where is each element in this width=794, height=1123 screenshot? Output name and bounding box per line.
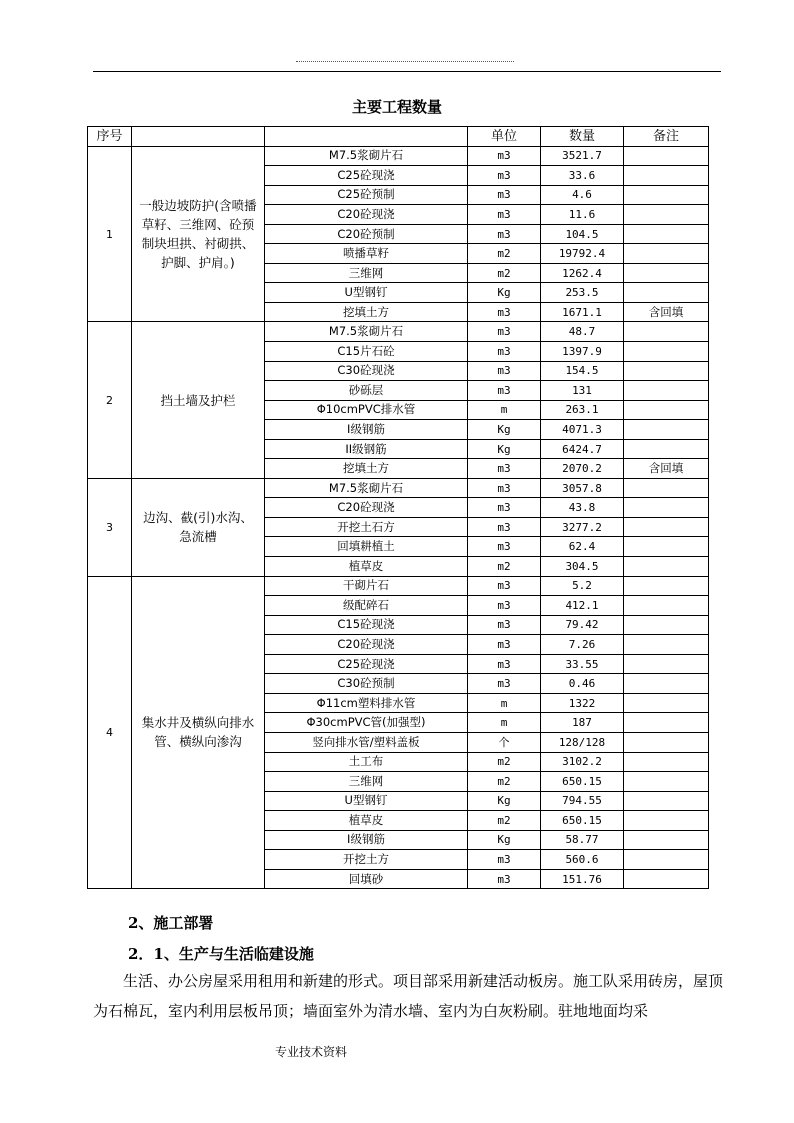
quantity-cell: 0.46 — [541, 674, 624, 694]
unit-cell: m2 — [468, 244, 541, 264]
note-cell — [624, 224, 709, 244]
note-cell — [624, 850, 709, 870]
quantity-cell: 187 — [541, 713, 624, 733]
note-cell — [624, 342, 709, 362]
unit-cell: m3 — [468, 537, 541, 557]
unit-cell: m3 — [468, 498, 541, 518]
note-cell — [624, 869, 709, 889]
item-cell: 三维网 — [265, 263, 468, 283]
note-cell — [624, 283, 709, 303]
quantity-cell: 794.55 — [541, 791, 624, 811]
item-cell: M7.5浆砌片石 — [265, 322, 468, 342]
quantity-cell: 151.76 — [541, 869, 624, 889]
quantity-cell: 11.6 — [541, 205, 624, 225]
unit-cell: m2 — [468, 752, 541, 772]
page-title: 主要工程数量 — [351, 98, 442, 116]
unit-cell: m3 — [468, 576, 541, 596]
note-cell — [624, 498, 709, 518]
unit-cell: m3 — [468, 342, 541, 362]
item-cell: 开挖土石方 — [265, 517, 468, 537]
note-cell — [624, 752, 709, 772]
note-cell — [624, 205, 709, 225]
table-body — [88, 146, 709, 889]
note-cell — [624, 263, 709, 283]
header-note: 备注 — [624, 127, 709, 147]
note-cell — [624, 361, 709, 381]
note-cell — [624, 791, 709, 811]
quantity-cell: 128/128 — [541, 732, 624, 752]
quantity-cell: 19792.4 — [541, 244, 624, 264]
quantity-cell: 62.4 — [541, 537, 624, 557]
note-cell — [624, 537, 709, 557]
item-cell: 三维网 — [265, 772, 468, 792]
item-cell: 喷播草籽 — [265, 244, 468, 264]
note-cell — [624, 185, 709, 205]
group-index: 1 — [88, 146, 132, 322]
item-cell: C25砼预制 — [265, 185, 468, 205]
item-cell: 回填砂 — [265, 869, 468, 889]
item-cell: M7.5浆砌片石 — [265, 478, 468, 498]
unit-cell: m3 — [468, 224, 541, 244]
item-cell: C20砼现浇 — [265, 635, 468, 655]
item-cell: 挖填土方 — [265, 459, 468, 479]
item-cell: C30砼现浇 — [265, 361, 468, 381]
item-cell: 砂砾层 — [265, 381, 468, 401]
item-cell: II级钢筋 — [265, 439, 468, 459]
item-cell: 开挖土方 — [265, 850, 468, 870]
note-cell — [624, 322, 709, 342]
table-row — [88, 576, 709, 596]
table-row — [88, 322, 709, 342]
section-heading: 2、施工部署 — [128, 914, 214, 932]
note-cell — [624, 146, 709, 166]
quantity-cell: 4071.3 — [541, 420, 624, 440]
unit-cell: m3 — [468, 361, 541, 381]
unit-cell: m2 — [468, 811, 541, 831]
item-cell: C25砼现浇 — [265, 654, 468, 674]
body-paragraph: 生活、办公房屋采用租用和新建的形式。项目部采用新建活动板房。施工队采用砖房，屋顶为石棉瓦，室内利用层板吊顶；墙面室外为清水墙、室内为白灰粉刷。驻地地面均采 — [93, 972, 724, 1020]
quantity-cell: 650.15 — [541, 811, 624, 831]
unit-cell: m — [468, 400, 541, 420]
item-cell: 植草皮 — [265, 557, 468, 577]
quantities-table — [87, 126, 709, 889]
item-cell: 挖填土方 — [265, 302, 468, 322]
group-category: 一般边坡防护(含喷播草籽、三维网、砼预制块坦拱、衬砌拱、护脚、护肩。) — [132, 146, 265, 322]
footer-text: 专业技术资料 — [275, 1045, 348, 1059]
note-cell — [624, 381, 709, 401]
group-index: 3 — [88, 478, 132, 576]
note-cell — [624, 693, 709, 713]
item-cell: Φ10cmPVC排水管 — [265, 400, 468, 420]
item-cell: M7.5浆砌片石 — [265, 146, 468, 166]
quantity-cell: 104.5 — [541, 224, 624, 244]
quantity-cell: 5.2 — [541, 576, 624, 596]
quantity-cell: 33.6 — [541, 166, 624, 186]
unit-cell: m3 — [468, 869, 541, 889]
table-row — [88, 478, 709, 498]
unit-cell: Kg — [468, 420, 541, 440]
note-cell — [624, 772, 709, 792]
subsection-heading: 2．1、生产与生活临建设施 — [128, 945, 314, 963]
note-cell — [624, 615, 709, 635]
quantity-cell: 131 — [541, 381, 624, 401]
note-cell — [624, 811, 709, 831]
note-cell — [624, 576, 709, 596]
unit-cell: m3 — [468, 478, 541, 498]
item-cell: C20砼现浇 — [265, 205, 468, 225]
quantity-cell: 6424.7 — [541, 439, 624, 459]
header-rule — [93, 71, 721, 72]
note-cell — [624, 654, 709, 674]
unit-cell: Kg — [468, 791, 541, 811]
item-cell: 竖向排水管/塑料盖板 — [265, 732, 468, 752]
unit-cell: m2 — [468, 263, 541, 283]
item-cell: C20砼预制 — [265, 224, 468, 244]
note-cell — [624, 596, 709, 616]
quantity-cell: 3521.7 — [541, 146, 624, 166]
table-row — [88, 146, 709, 166]
unit-cell: m3 — [468, 517, 541, 537]
note-cell — [624, 400, 709, 420]
item-cell: U型钢钉 — [265, 791, 468, 811]
quantity-cell: 48.7 — [541, 322, 624, 342]
item-cell: C15砼现浇 — [265, 615, 468, 635]
quantity-cell: 1397.9 — [541, 342, 624, 362]
unit-cell: m — [468, 713, 541, 733]
item-cell: C25砼现浇 — [265, 166, 468, 186]
unit-cell: m3 — [468, 850, 541, 870]
unit-cell: 个 — [468, 732, 541, 752]
quantity-cell: 1322 — [541, 693, 624, 713]
quantity-cell: 58.77 — [541, 830, 624, 850]
unit-cell: m3 — [468, 185, 541, 205]
quantity-cell: 560.6 — [541, 850, 624, 870]
note-cell — [624, 732, 709, 752]
note-cell — [624, 713, 709, 733]
item-cell: 级配碎石 — [265, 596, 468, 616]
unit-cell: m2 — [468, 772, 541, 792]
group-index: 2 — [88, 322, 132, 478]
quantity-cell: 253.5 — [541, 283, 624, 303]
quantity-cell: 3277.2 — [541, 517, 624, 537]
item-cell: 回填耕植土 — [265, 537, 468, 557]
unit-cell: m3 — [468, 654, 541, 674]
header-category — [132, 127, 265, 147]
note-cell: 含回填 — [624, 302, 709, 322]
header-item — [265, 127, 468, 147]
unit-cell: Kg — [468, 283, 541, 303]
item-cell: I级钢筋 — [265, 830, 468, 850]
unit-cell: m3 — [468, 146, 541, 166]
quantity-cell: 3102.2 — [541, 752, 624, 772]
item-cell: U型钢钉 — [265, 283, 468, 303]
unit-cell: Kg — [468, 830, 541, 850]
unit-cell: m3 — [468, 302, 541, 322]
quantity-cell: 1262.4 — [541, 263, 624, 283]
item-cell: C20砼现浇 — [265, 498, 468, 518]
unit-cell: m3 — [468, 596, 541, 616]
unit-cell: Kg — [468, 439, 541, 459]
item-cell: Φ11cm塑料排水管 — [265, 693, 468, 713]
note-cell — [624, 557, 709, 577]
unit-cell: m2 — [468, 557, 541, 577]
note-cell — [624, 420, 709, 440]
note-cell — [624, 635, 709, 655]
note-cell — [624, 439, 709, 459]
unit-cell: m — [468, 693, 541, 713]
header-index: 序号 — [88, 127, 132, 147]
note-cell — [624, 166, 709, 186]
item-cell: I级钢筋 — [265, 420, 468, 440]
note-cell — [624, 244, 709, 264]
quantity-cell: 43.8 — [541, 498, 624, 518]
note-cell — [624, 674, 709, 694]
item-cell: 干砌片石 — [265, 576, 468, 596]
header-dotted-rule — [296, 61, 514, 62]
unit-cell: m3 — [468, 205, 541, 225]
group-category: 挡土墙及护栏 — [132, 322, 265, 478]
note-cell — [624, 517, 709, 537]
quantity-cell: 33.55 — [541, 654, 624, 674]
unit-cell: m3 — [468, 166, 541, 186]
header-unit: 单位 — [468, 127, 541, 147]
quantity-cell: 412.1 — [541, 596, 624, 616]
item-cell: Φ30cmPVC管(加强型) — [265, 713, 468, 733]
table-header-row — [88, 127, 709, 147]
item-cell: 土工布 — [265, 752, 468, 772]
item-cell: C15片石砼 — [265, 342, 468, 362]
header-quantity: 数量 — [541, 127, 624, 147]
note-cell: 含回填 — [624, 459, 709, 479]
group-category: 边沟、截(引)水沟、急流槽 — [132, 478, 265, 576]
quantity-cell: 7.26 — [541, 635, 624, 655]
quantity-cell: 3057.8 — [541, 478, 624, 498]
quantity-cell: 304.5 — [541, 557, 624, 577]
quantity-cell: 2070.2 — [541, 459, 624, 479]
item-cell: C30砼预制 — [265, 674, 468, 694]
unit-cell: m3 — [468, 322, 541, 342]
note-cell — [624, 830, 709, 850]
quantity-cell: 1671.1 — [541, 302, 624, 322]
item-cell: 植草皮 — [265, 811, 468, 831]
unit-cell: m3 — [468, 615, 541, 635]
unit-cell: m3 — [468, 674, 541, 694]
group-category: 集水井及横纵向排水管、横纵向渗沟 — [132, 576, 265, 889]
note-cell — [624, 478, 709, 498]
unit-cell: m3 — [468, 381, 541, 401]
unit-cell: m3 — [468, 459, 541, 479]
quantity-cell: 79.42 — [541, 615, 624, 635]
quantity-cell: 263.1 — [541, 400, 624, 420]
quantity-cell: 4.6 — [541, 185, 624, 205]
group-index: 4 — [88, 576, 132, 889]
quantity-cell: 154.5 — [541, 361, 624, 381]
quantity-cell: 650.15 — [541, 772, 624, 792]
unit-cell: m3 — [468, 635, 541, 655]
